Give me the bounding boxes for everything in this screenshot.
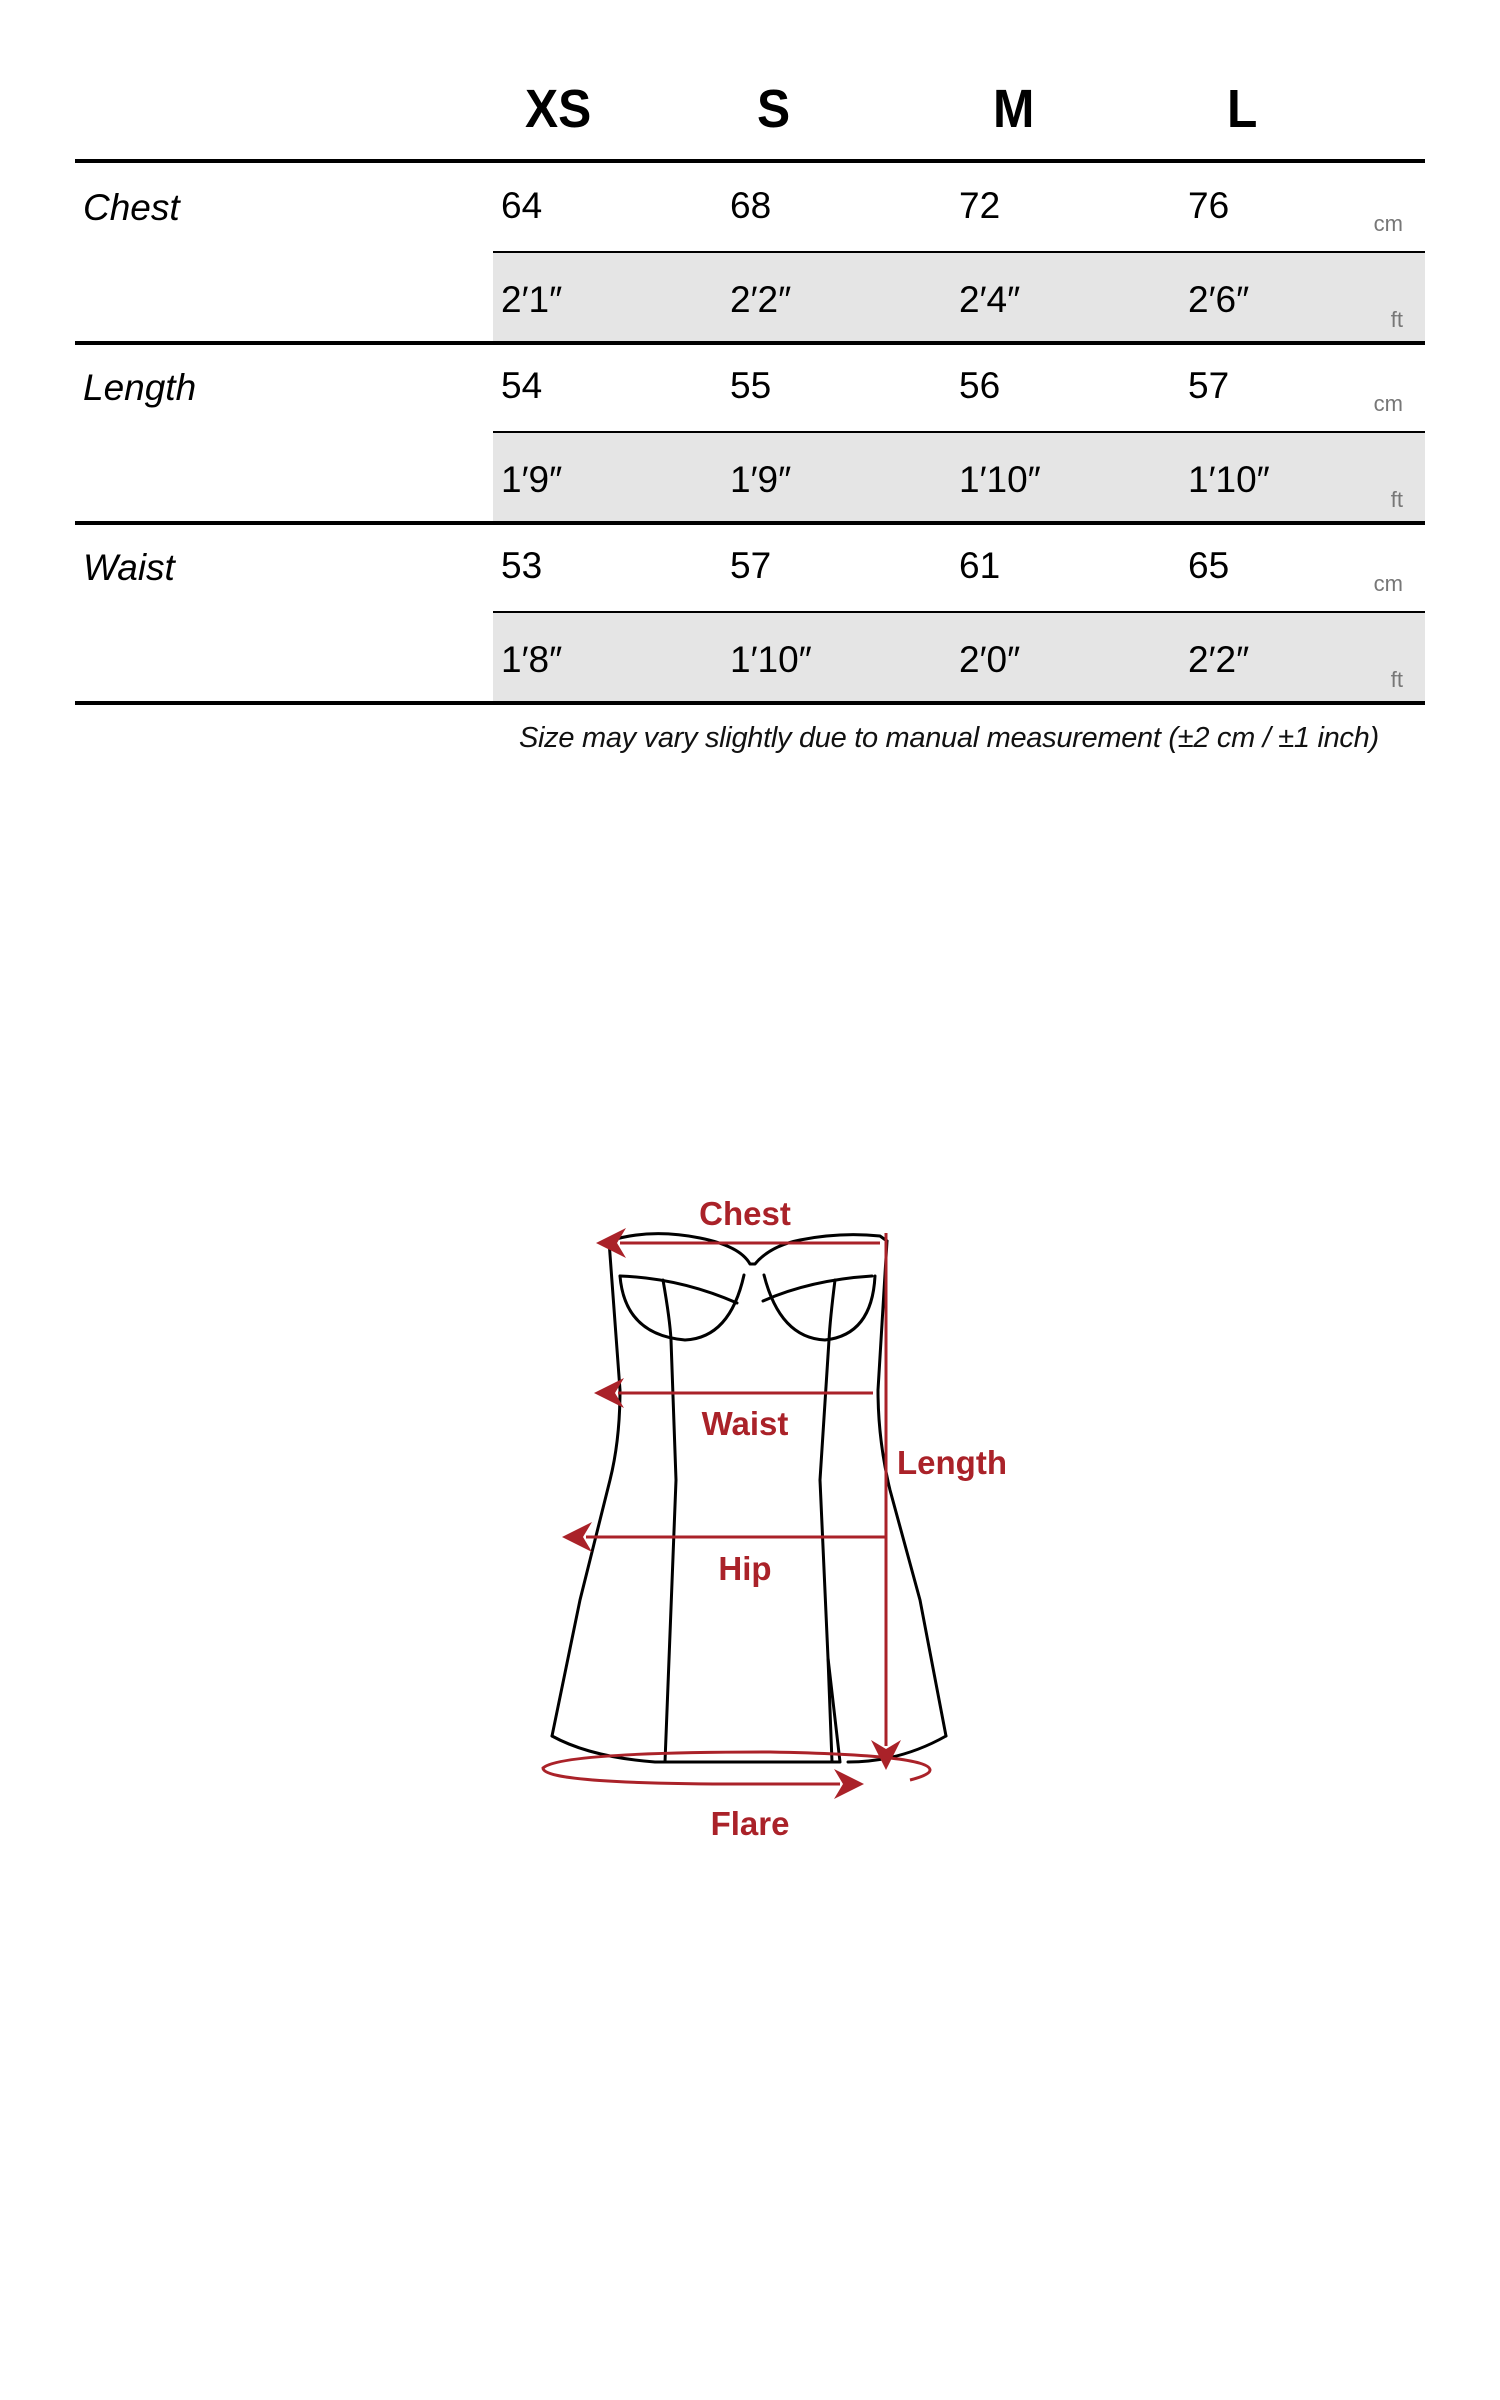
cell-s: 2′2″	[730, 279, 792, 320]
measurement-arrows-icon	[543, 1233, 930, 1784]
unit-cm: cm	[1373, 571, 1403, 596]
cell-l: 1′10″	[1188, 459, 1270, 500]
cell-xs: 53	[501, 545, 543, 586]
ft-row	[493, 613, 1425, 701]
diagram-label-flare: Flare	[710, 1805, 790, 1842]
cell-m: 2′4″	[959, 279, 1021, 320]
cell-l: 2′2″	[1188, 639, 1250, 680]
cell-xs: 1′8″	[501, 639, 563, 680]
cm-row	[493, 163, 1425, 251]
diagram-label-chest: Chest	[699, 1195, 791, 1232]
cell-l: 65	[1188, 545, 1230, 586]
cm-row	[493, 343, 1425, 431]
cell-s: 68	[730, 185, 772, 226]
measurement-group-length	[75, 343, 1425, 523]
ft-row	[493, 253, 1425, 341]
measurement-group-chest	[75, 163, 1425, 343]
measurement-note: Size may vary slightly due to manual measurement (±2 cm / ±1 inch)	[519, 722, 1379, 754]
cell-m: 2′0″	[959, 639, 1021, 680]
measurement-label: Length	[83, 367, 197, 408]
cell-s: 57	[730, 545, 772, 586]
cm-row	[493, 523, 1425, 611]
size-header-xs: XS	[525, 79, 592, 139]
diagram-label-waist: Waist	[701, 1405, 789, 1442]
unit-ft: ft	[1390, 667, 1403, 692]
size-header-s: S	[757, 79, 791, 139]
measurement-label: Chest	[83, 187, 180, 228]
cell-l: 76	[1188, 185, 1230, 226]
cell-xs: 54	[501, 365, 543, 406]
measurement-diagram	[500, 1180, 1100, 1900]
cell-m: 61	[959, 545, 1001, 586]
cell-l: 2′6″	[1188, 279, 1250, 320]
cell-m: 72	[959, 185, 1001, 226]
cell-m: 56	[959, 365, 1001, 406]
size-header-l: L	[1227, 79, 1258, 139]
cell-m: 1′10″	[959, 459, 1041, 500]
cell-xs: 1′9″	[501, 459, 563, 500]
unit-cm: cm	[1373, 211, 1403, 236]
diagram-label-hip: Hip	[718, 1550, 772, 1587]
cell-l: 57	[1188, 365, 1230, 406]
measurement-label: Waist	[83, 547, 175, 588]
unit-ft: ft	[1390, 307, 1403, 332]
diagram-label-length: Length	[897, 1444, 1007, 1481]
group-divider	[75, 701, 1425, 705]
measurement-group-waist	[75, 523, 1425, 703]
unit-ft: ft	[1390, 487, 1403, 512]
size-header-m: M	[993, 79, 1035, 139]
cell-xs: 2′1″	[501, 279, 563, 320]
unit-cm: cm	[1373, 391, 1403, 416]
cell-xs: 64	[501, 185, 543, 226]
cell-s: 1′10″	[730, 639, 812, 680]
cell-s: 1′9″	[730, 459, 792, 500]
ft-row	[493, 433, 1425, 521]
cell-s: 55	[730, 365, 772, 406]
